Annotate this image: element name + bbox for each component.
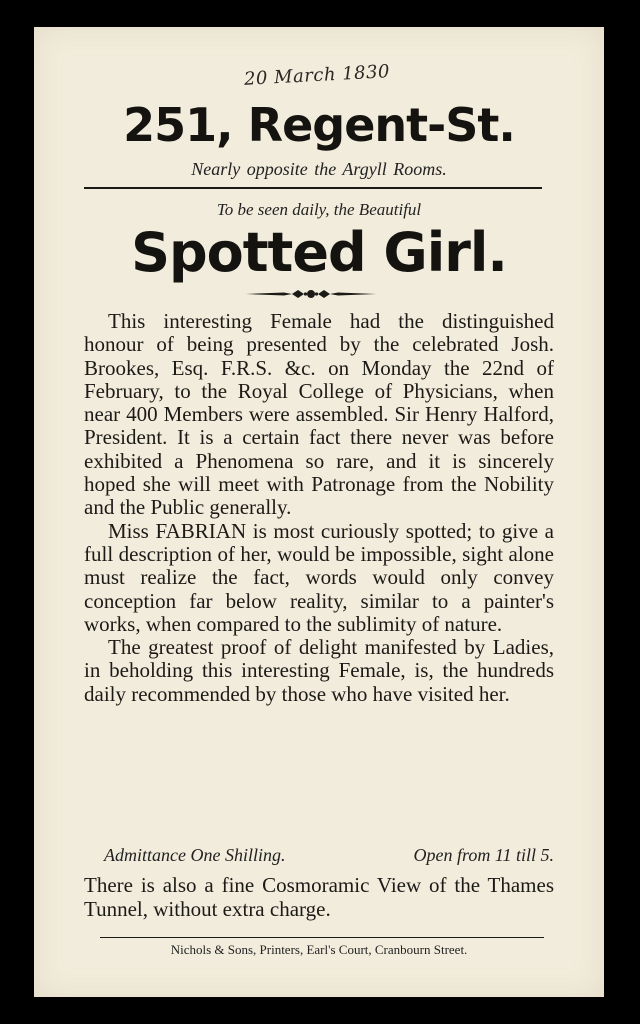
- tagline: To be seen daily, the Beautiful: [216, 200, 422, 219]
- ornament-divider-icon: [244, 286, 378, 302]
- paragraph-ladies: The greatest proof of delight manifested by Ladies, in beholding this interesting Female, is, the hundreds daily recommended by those who have visited her.: [84, 635, 554, 706]
- bottom-divider: [100, 937, 544, 938]
- body-text: [84, 310, 554, 706]
- location-subtitle: Nearly opposite the Argyll Rooms.: [191, 159, 447, 179]
- admittance-price: Admittance One Shilling.: [104, 845, 286, 865]
- paragraph-presentation: This interesting Female had the distinguished honour of being presented by the celebrated Josh. Brookes, Esq. F.R.S. &c. on Monday the 22nd of February, to the Royal College of Physicians, when near 400 Members were assembled. Sir Henry Halford, President. It is a certain fact there never was before exhibited a Phenomena so rare, and it is sincerely hoped she will meet with Patronage from the Nobility and the Public generally.: [84, 309, 554, 520]
- broadside-sheet: [34, 27, 604, 997]
- paragraph-description: Miss FABRIAN is most curiously spotted; to give a full description of her, would be impossible, sight alone must realize the fact, words would only convey conception far below reality, similar to a painter's works, when compared to the sublimity of nature.: [84, 518, 554, 636]
- admittance-line: [104, 845, 554, 866]
- top-divider: [84, 187, 542, 189]
- printer-imprint: Nichols & Sons, Printers, Earl's Court, Cranbourn Street.: [170, 942, 468, 957]
- opening-hours: Open from 11 till 5.: [413, 845, 554, 865]
- headline: Spotted Girl.: [131, 221, 507, 284]
- closing-note: There is also a fine Cosmoramic View of the Thames Tunnel, without extra charge.: [84, 873, 554, 921]
- handwritten-date: 20 March 1830: [243, 61, 391, 90]
- address-heading: 251, Regent-St.: [123, 98, 515, 152]
